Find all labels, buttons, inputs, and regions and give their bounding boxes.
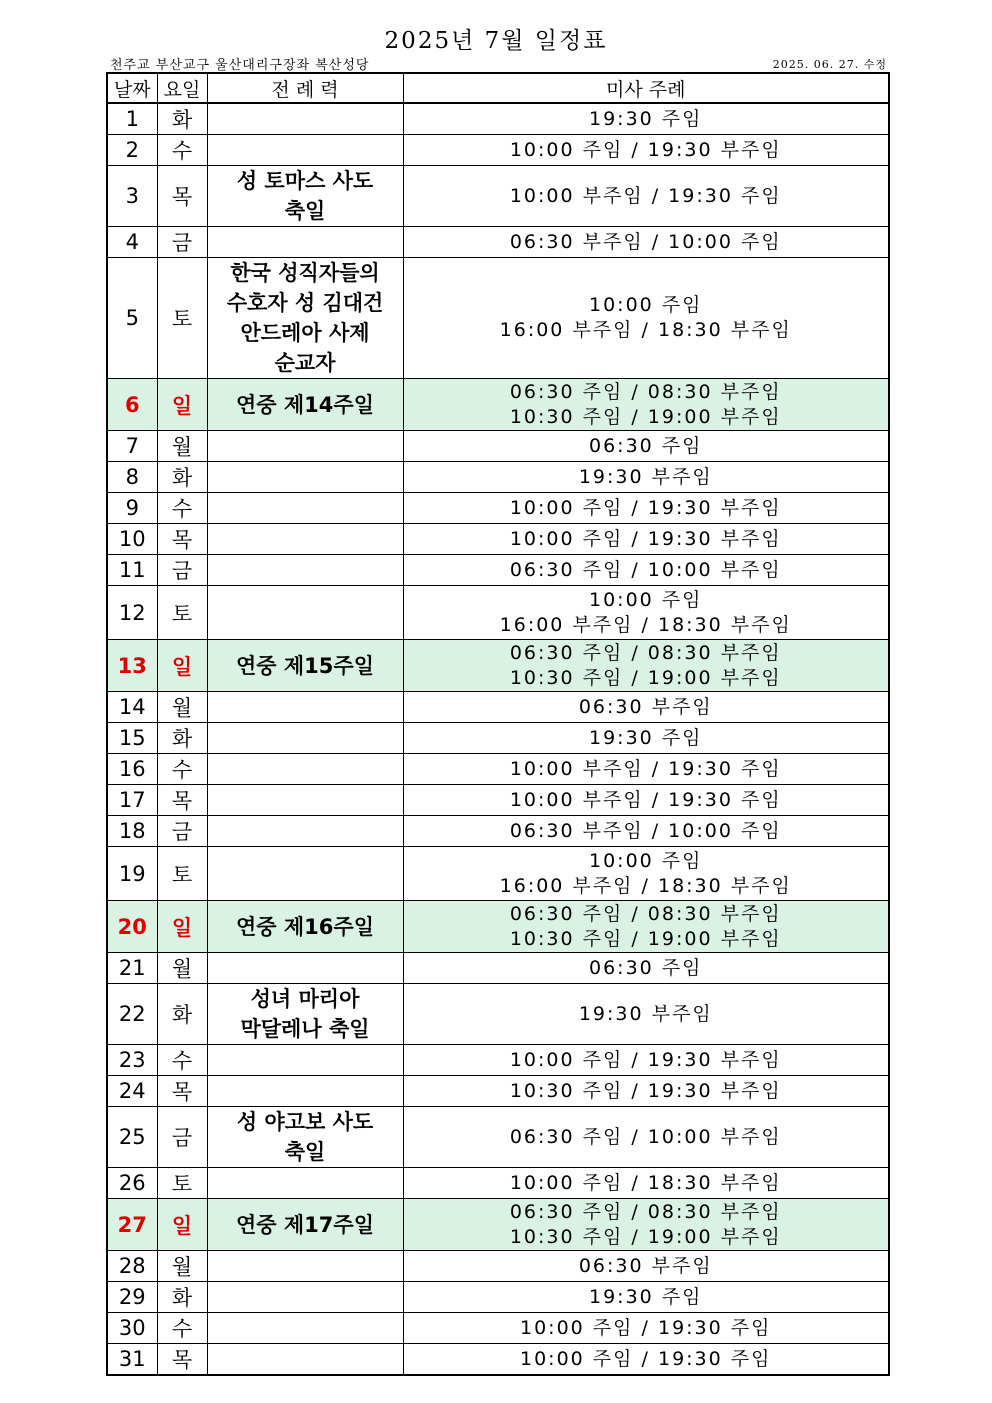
weekday-cell: 일 — [157, 640, 207, 692]
mass-cell — [403, 227, 889, 258]
mass-line: 19:30 주임 — [588, 726, 703, 749]
liturgy-line: 연중 제14주일 — [236, 392, 374, 417]
date-cell: 4 — [107, 227, 157, 258]
mass-line: 10:30 주임 / 19:00 부주임 — [509, 1225, 782, 1248]
schedule-row — [107, 462, 889, 493]
mass-cell — [403, 1076, 889, 1107]
schedule-row — [107, 258, 889, 379]
liturgy-line: 연중 제16주일 — [236, 914, 374, 939]
liturgy-line: 한국 성직자들의 — [230, 261, 380, 285]
weekday-cell: 월 — [157, 953, 207, 984]
mass-line: 06:30 부주임 / 10:00 주임 — [509, 230, 782, 253]
weekday-cell: 토 — [157, 258, 207, 379]
mass-cell — [403, 1313, 889, 1344]
date-cell: 9 — [107, 493, 157, 524]
liturgy-cell — [207, 847, 403, 901]
mass-cell — [403, 1045, 889, 1076]
mass-cell — [403, 431, 889, 462]
liturgy-cell — [207, 1251, 403, 1282]
mass-cell — [403, 135, 889, 166]
liturgy-line: 수호자 성 김대건 — [226, 291, 384, 315]
mass-line: 06:30 부주임 / 10:00 주임 — [509, 819, 782, 842]
date-cell: 21 — [107, 953, 157, 984]
mass-line: 10:00 주임 / 19:30 부주임 — [509, 1048, 782, 1071]
mass-cell — [403, 555, 889, 586]
schedule-row — [107, 431, 889, 462]
weekday-cell: 월 — [157, 431, 207, 462]
date-cell: 6 — [107, 379, 157, 431]
weekday-cell: 금 — [157, 227, 207, 258]
mass-cell — [403, 1344, 889, 1376]
mass-line: 19:30 부주임 — [578, 1002, 713, 1025]
liturgy-cell — [207, 555, 403, 586]
date-cell: 14 — [107, 692, 157, 723]
weekday-cell: 화 — [157, 984, 207, 1045]
mass-line: 10:00 주임 / 19:30 주임 — [520, 1347, 772, 1370]
mass-cell — [403, 462, 889, 493]
mass-line: 10:00 주임 — [588, 849, 703, 872]
weekday-cell: 금 — [157, 1107, 207, 1168]
schedule-row — [107, 1282, 889, 1313]
schedule-row — [107, 785, 889, 816]
weekday-cell: 목 — [157, 785, 207, 816]
schedule-row — [107, 1313, 889, 1344]
schedule-header — [107, 73, 889, 103]
date-cell: 31 — [107, 1344, 157, 1376]
mass-cell — [403, 258, 889, 379]
mass-line: 10:00 주임 — [588, 588, 703, 611]
mass-line: 10:30 주임 / 19:00 부주임 — [509, 405, 782, 428]
mass-cell — [403, 984, 889, 1045]
mass-line: 10:30 주임 / 19:00 부주임 — [509, 927, 782, 950]
weekday-cell: 월 — [157, 1251, 207, 1282]
schedule-body — [107, 103, 889, 1375]
date-cell: 1 — [107, 103, 157, 135]
schedule-row — [107, 135, 889, 166]
mass-cell — [403, 1282, 889, 1313]
liturgy-cell — [207, 723, 403, 754]
page-title: 2025년 7월 일정표 — [384, 28, 608, 54]
mass-cell — [403, 953, 889, 984]
mass-line: 06:30 주임 / 08:30 부주임 — [509, 902, 782, 925]
schedule-row — [107, 1168, 889, 1199]
weekday-cell: 수 — [157, 1313, 207, 1344]
weekday-cell: 토 — [157, 1168, 207, 1199]
liturgy-line: 축일 — [284, 199, 326, 223]
schedule-row — [107, 103, 889, 135]
header-liturgy: 전 례 력 — [207, 73, 403, 103]
date-cell: 17 — [107, 785, 157, 816]
header-mass: 미사 주례 — [403, 73, 889, 103]
date-cell: 22 — [107, 984, 157, 1045]
weekday-cell: 일 — [157, 379, 207, 431]
weekday-cell: 금 — [157, 816, 207, 847]
liturgy-line: 순교자 — [274, 351, 336, 375]
date-cell: 2 — [107, 135, 157, 166]
mass-cell — [403, 1168, 889, 1199]
mass-line: 19:30 주임 — [588, 1285, 703, 1308]
liturgy-cell — [207, 227, 403, 258]
date-cell: 10 — [107, 524, 157, 555]
liturgy-line: 연중 제17주일 — [236, 1212, 374, 1237]
mass-line: 06:30 주임 — [588, 956, 703, 979]
liturgy-line: 성 토마스 사도 — [236, 169, 374, 193]
date-cell: 11 — [107, 555, 157, 586]
liturgy-cell — [207, 901, 403, 953]
liturgy-cell — [207, 524, 403, 555]
header-date: 날짜 — [107, 73, 157, 103]
mass-line: 06:30 부주임 — [578, 695, 713, 718]
liturgy-cell — [207, 953, 403, 984]
schedule-row — [107, 1344, 889, 1376]
date-cell: 24 — [107, 1076, 157, 1107]
mass-cell — [403, 103, 889, 135]
date-cell: 20 — [107, 901, 157, 953]
date-cell: 7 — [107, 431, 157, 462]
mass-line: 16:00 부주임 / 18:30 부주임 — [499, 319, 792, 341]
liturgy-line: 축일 — [284, 1140, 326, 1164]
liturgy-cell — [207, 816, 403, 847]
schedule-row — [107, 1076, 889, 1107]
liturgy-line: 성녀 마리아 — [250, 987, 360, 1011]
schedule-row — [107, 901, 889, 953]
liturgy-cell — [207, 166, 403, 227]
mass-cell — [403, 723, 889, 754]
mass-cell — [403, 640, 889, 692]
weekday-cell: 일 — [157, 1199, 207, 1251]
liturgy-cell — [207, 692, 403, 723]
liturgy-cell — [207, 493, 403, 524]
weekday-cell: 목 — [157, 1076, 207, 1107]
date-cell: 29 — [107, 1282, 157, 1313]
mass-line: 10:00 부주임 / 19:30 주임 — [509, 788, 782, 811]
date-cell: 27 — [107, 1199, 157, 1251]
weekday-cell: 목 — [157, 524, 207, 555]
liturgy-cell — [207, 785, 403, 816]
date-cell: 3 — [107, 166, 157, 227]
schedule-row — [107, 692, 889, 723]
schedule-row — [107, 493, 889, 524]
weekday-cell: 화 — [157, 103, 207, 135]
mass-line: 06:30 주임 / 08:30 부주임 — [509, 641, 782, 664]
schedule-row — [107, 1199, 889, 1251]
schedule-table — [106, 72, 890, 1376]
date-cell: 19 — [107, 847, 157, 901]
weekday-cell: 월 — [157, 692, 207, 723]
weekday-cell: 수 — [157, 754, 207, 785]
weekday-cell: 화 — [157, 723, 207, 754]
mass-cell — [403, 901, 889, 953]
liturgy-cell — [207, 1076, 403, 1107]
schedule-row — [107, 1107, 889, 1168]
mass-line: 06:30 주임 / 10:00 부주임 — [509, 1125, 782, 1148]
mass-line: 06:30 주임 / 08:30 부주임 — [509, 1200, 782, 1223]
date-cell: 26 — [107, 1168, 157, 1199]
liturgy-cell — [207, 135, 403, 166]
schedule-row — [107, 984, 889, 1045]
mass-cell — [403, 166, 889, 227]
header-day: 요일 — [157, 73, 207, 103]
mass-cell — [403, 1199, 889, 1251]
schedule-row — [107, 524, 889, 555]
liturgy-line: 성 야고보 사도 — [236, 1110, 374, 1134]
schedule-row — [107, 816, 889, 847]
liturgy-line: 안드레아 사제 — [240, 321, 370, 345]
mass-cell — [403, 379, 889, 431]
schedule-row — [107, 953, 889, 984]
liturgy-cell — [207, 1313, 403, 1344]
schedule-row — [107, 1045, 889, 1076]
weekday-cell: 수 — [157, 1045, 207, 1076]
schedule-row — [107, 586, 889, 640]
mass-cell — [403, 816, 889, 847]
schedule-row — [107, 640, 889, 692]
date-cell: 15 — [107, 723, 157, 754]
date-cell: 13 — [107, 640, 157, 692]
mass-line: 10:00 주임 / 18:30 부주임 — [509, 1171, 782, 1194]
mass-cell — [403, 586, 889, 640]
schedule-row — [107, 723, 889, 754]
schedule-row — [107, 166, 889, 227]
mass-line: 16:00 부주임 / 18:30 부주임 — [499, 874, 792, 897]
weekday-cell: 토 — [157, 847, 207, 901]
date-cell: 28 — [107, 1251, 157, 1282]
liturgy-cell — [207, 640, 403, 692]
liturgy-cell — [207, 754, 403, 785]
liturgy-cell — [207, 1282, 403, 1313]
mass-line: 10:00 주임 / 19:30 주임 — [520, 1316, 772, 1339]
liturgy-cell — [207, 586, 403, 640]
date-cell: 12 — [107, 586, 157, 640]
mass-line: 10:00 부주임 / 19:30 주임 — [509, 757, 782, 780]
mass-line: 06:30 주임 / 10:00 부주임 — [509, 558, 782, 581]
date-cell: 25 — [107, 1107, 157, 1168]
mass-cell — [403, 847, 889, 901]
mass-cell — [403, 524, 889, 555]
liturgy-cell — [207, 1199, 403, 1251]
weekday-cell: 수 — [157, 135, 207, 166]
mass-line: 10:00 주임 / 19:30 부주임 — [509, 496, 782, 519]
weekday-cell: 토 — [157, 586, 207, 640]
mass-line: 06:30 주임 / 08:30 부주임 — [509, 380, 782, 403]
mass-line: 19:30 부주임 — [578, 465, 713, 488]
liturgy-cell — [207, 1045, 403, 1076]
mass-cell — [403, 1107, 889, 1168]
mass-cell — [403, 754, 889, 785]
schedule-row — [107, 754, 889, 785]
liturgy-cell — [207, 431, 403, 462]
liturgy-cell — [207, 984, 403, 1045]
header-row — [107, 73, 889, 103]
liturgy-cell — [207, 258, 403, 379]
date-cell: 16 — [107, 754, 157, 785]
mass-line: 10:00 주임 — [588, 294, 703, 316]
mass-cell — [403, 785, 889, 816]
weekday-cell: 화 — [157, 1282, 207, 1313]
weekday-cell: 화 — [157, 462, 207, 493]
liturgy-cell — [207, 462, 403, 493]
mass-line: 10:00 주임 / 19:30 부주임 — [509, 138, 782, 161]
parish-name: 천주교 부산교구 울산대리구장좌 복산성당 — [110, 58, 370, 73]
mass-line: 10:00 부주임 / 19:30 주임 — [509, 184, 782, 207]
mass-cell — [403, 692, 889, 723]
liturgy-line: 막달레나 축일 — [240, 1017, 370, 1041]
mass-line: 06:30 부주임 — [578, 1254, 713, 1277]
schedule-row — [107, 227, 889, 258]
date-cell: 23 — [107, 1045, 157, 1076]
weekday-cell: 일 — [157, 901, 207, 953]
mass-line: 10:30 주임 / 19:00 부주임 — [509, 666, 782, 689]
mass-cell — [403, 493, 889, 524]
mass-line: 10:00 주임 / 19:30 부주임 — [509, 527, 782, 550]
liturgy-cell — [207, 1107, 403, 1168]
schedule-row — [107, 1251, 889, 1282]
schedule-row — [107, 847, 889, 901]
date-cell: 18 — [107, 816, 157, 847]
weekday-cell: 금 — [157, 555, 207, 586]
schedule-row — [107, 379, 889, 431]
liturgy-cell — [207, 103, 403, 135]
liturgy-line: 연중 제15주일 — [236, 653, 374, 678]
schedule-row — [107, 555, 889, 586]
liturgy-cell — [207, 1344, 403, 1376]
mass-line: 16:00 부주임 / 18:30 부주임 — [499, 613, 792, 636]
weekday-cell: 수 — [157, 493, 207, 524]
liturgy-cell — [207, 1168, 403, 1199]
mass-line: 19:30 주임 — [588, 107, 703, 130]
mass-cell — [403, 1251, 889, 1282]
date-cell: 30 — [107, 1313, 157, 1344]
date-cell: 5 — [107, 258, 157, 379]
liturgy-cell — [207, 379, 403, 431]
weekday-cell: 목 — [157, 1344, 207, 1376]
mass-line: 10:30 주임 / 19:30 부주임 — [509, 1079, 782, 1102]
mass-line: 06:30 주임 — [588, 434, 703, 457]
revision-date: 2025. 06. 27. 수정 — [772, 58, 887, 71]
date-cell: 8 — [107, 462, 157, 493]
weekday-cell: 목 — [157, 166, 207, 227]
